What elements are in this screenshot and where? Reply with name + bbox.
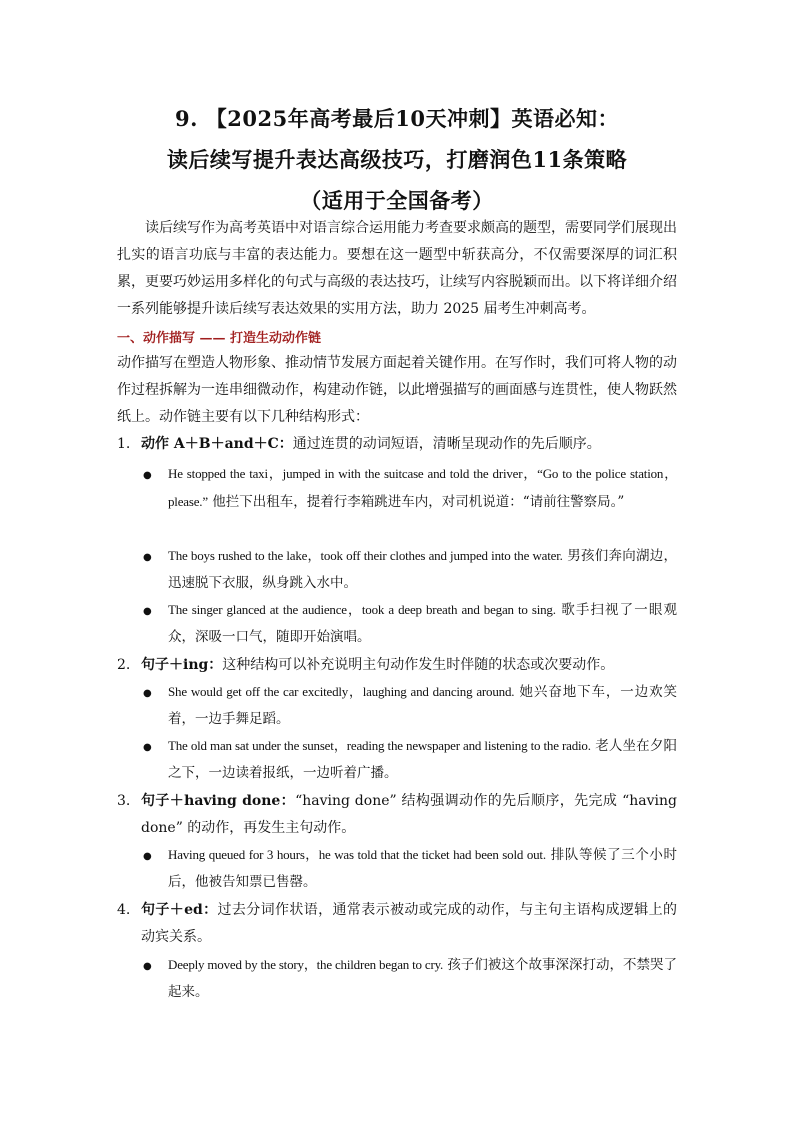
intro-paragraph: 读后续写作为高考英语中对语言综合运用能力考查要求颇高的题型，需要同学们展现出扎实的语言功底与丰富的表达能力。要想在这一题型中斩获高分，不仅需要深厚的词汇积累，更要巧妙运用多样化的句式与高级的表达技巧，让续写内容脱颖而出。以下将详细介绍一系列能够提升读后续写表达效果的实用方法，助力 2025 届考生冲刺高考。 <box>117 220 677 317</box>
example-en: The old man sat under the sunset，reading the newspaper and listening to the radio. <box>168 738 591 753</box>
bullet-icon: ● <box>143 470 152 481</box>
example-zh: 老人坐在夕阳之下，一边读着报纸，一边听着广播。 <box>168 738 677 781</box>
bullet-icon: ● <box>143 688 152 699</box>
example-zh: 男孩们奔向湖边，迅速脱下衣服，纵身跳入水中。 <box>168 548 677 591</box>
example-item <box>168 951 677 1006</box>
bullet-icon: ● <box>143 606 152 617</box>
example-zh: 她兴奋地下车，一边欢笑着，一边手舞足蹈。 <box>168 684 678 727</box>
example-en: The boys rushed to the lake，took off their clothes and jumped into the water. <box>168 548 563 563</box>
section-heading: 一、动作描写 —— 打造生动动作链 <box>117 331 322 346</box>
list-item <box>141 652 677 679</box>
bullet-icon: ● <box>143 851 152 862</box>
example-zh: 他拦下出租车，提着行李箱跳进车内，对司机说道：“请前往警察局。” <box>212 494 625 510</box>
example-item <box>168 678 677 733</box>
list-item <box>141 897 677 951</box>
title-line-3: （适用于全国备考） <box>300 188 494 213</box>
item-number: 2. <box>117 657 131 673</box>
example-zh: 排队等候了三个小时后，他被告知票已售罄。 <box>168 847 678 890</box>
item-label: 句子＋ed： <box>141 902 218 918</box>
example-en: The singer glanced at the audience，took a deep breath and began to sing. <box>168 602 556 617</box>
example-en: She would get off the car excitedly，laughing and dancing around. <box>168 684 515 699</box>
example-item <box>168 596 677 651</box>
item-label: 句子＋having done： <box>141 793 296 809</box>
example-en: Deeply moved by the story，the children began to cry. <box>168 957 444 972</box>
item-number: 3. <box>117 793 131 809</box>
item-text: 过去分词作状语，通常表示被动或完成的动作，与主句主语构成逻辑上的动宾关系。 <box>141 902 677 945</box>
title-line-2: 读后续写提升表达高级技巧，打磨润色11条策略 <box>166 147 628 172</box>
item-number: 4. <box>117 902 131 918</box>
example-item <box>168 460 677 516</box>
example-item <box>168 732 677 787</box>
list-item <box>141 788 677 842</box>
list-item <box>141 431 677 458</box>
bullet-icon: ● <box>143 552 152 563</box>
example-en: He stopped the taxi，jumped in with the suitcase and told the driver，“Go to the police station，please.” <box>168 466 677 509</box>
bullet-icon: ● <box>143 742 152 753</box>
item-label: 动作 A＋B＋and＋C： <box>141 436 293 452</box>
item-text: 通过连贯的动词短语，清晰呈现动作的先后顺序。 <box>292 436 601 452</box>
example-item <box>168 841 677 896</box>
item-label: 句子＋ing： <box>141 657 223 673</box>
example-zh: 歌手扫视了一眼观众，深吸一口气，随即开始演唱。 <box>168 602 677 645</box>
item-text: “having done” 结构强调动作的先后顺序，先完成 “having done” 的动作，再发生主句动作。 <box>141 793 677 836</box>
example-en: Having queued for 3 hours，he was told that the ticket had been sold out. <box>168 847 546 862</box>
item-number: 1. <box>117 436 131 452</box>
item-text: 这种结构可以补充说明主句动作发生时伴随的状态或次要动作。 <box>222 657 615 673</box>
example-zh: 孩子们被这个故事深深打动，不禁哭了起来。 <box>168 957 677 1000</box>
bullet-icon: ● <box>143 961 152 972</box>
example-item <box>168 542 677 597</box>
section-description: 动作描写在塑造人物形象、推动情节发展方面起着关键作用。在写作时，我们可将人物的动作过程拆解为一连串细微动作，构建动作链，以此增强描写的画面感与连贯性，使人物跃然纸上。动作链主要有以下几种结构形式： <box>117 355 677 425</box>
title-line-1: 9. 【2025年高考最后10天冲刺】英语必知： <box>175 106 619 131</box>
